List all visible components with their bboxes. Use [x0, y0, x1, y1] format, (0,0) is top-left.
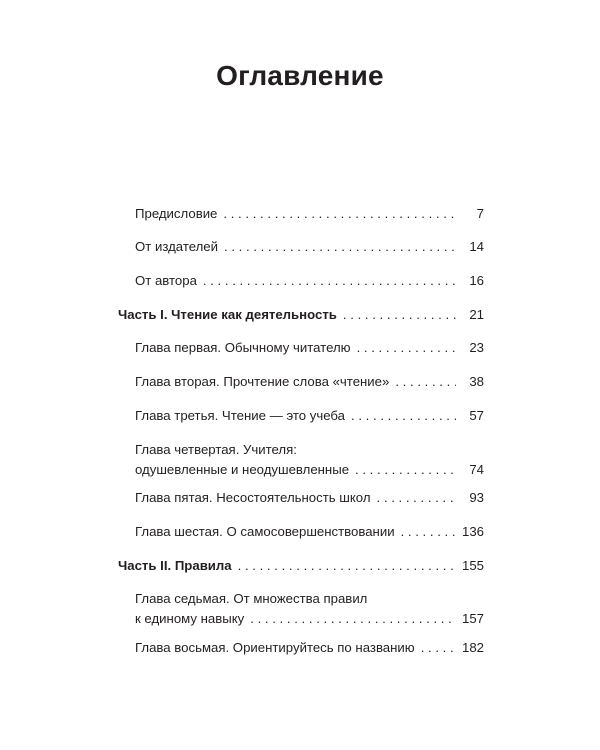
toc-page-number: 38 [469, 374, 484, 389]
dot-leader [401, 522, 456, 542]
dot-leader [224, 237, 456, 257]
dot-leader [203, 271, 456, 291]
toc-entry-chapter-3[interactable] [118, 406, 484, 426]
dot-leader [250, 609, 456, 629]
toc-entry-from-author[interactable] [118, 271, 484, 291]
page-title: Оглавление [216, 60, 384, 91]
toc-page-number: 136 [461, 524, 484, 539]
dot-leader [238, 556, 456, 576]
dot-leader [377, 488, 456, 508]
toc-entry-title: Глава восьмая. Ориентируйтесь по названию [135, 640, 415, 655]
toc-entry-chapter-5[interactable] [118, 488, 484, 508]
toc-page-number: 155 [461, 558, 484, 573]
toc-entry-from-publishers[interactable] [118, 237, 484, 257]
toc-entry-title-line1: Глава четвертая. Учителя: [135, 442, 297, 457]
dot-leader [395, 372, 456, 392]
toc-entry-chapter-8[interactable] [118, 638, 484, 658]
toc-entry-chapter-7[interactable] [118, 589, 484, 629]
toc-part-1[interactable] [118, 305, 484, 325]
toc-part-2[interactable] [118, 556, 484, 576]
toc-entry-title-line1: Глава седьмая. От множества правил [135, 591, 368, 606]
dot-leader [343, 305, 456, 325]
toc-page-number: 157 [461, 611, 484, 626]
toc-page-number: 7 [476, 206, 484, 221]
dot-leader [351, 406, 456, 426]
toc-entry-title: к единому навыку [135, 611, 245, 626]
toc-part-title: Часть II. Правила [118, 558, 232, 573]
toc-entry-title: одушевленные и неодушевленные [135, 462, 350, 477]
toc-entry-chapter-6[interactable] [118, 522, 484, 542]
toc-entry-title: Глава третья. Чтение — это учеба [135, 408, 346, 423]
toc-page-number: 21 [469, 307, 484, 322]
toc-entry-title: От издателей [135, 239, 219, 254]
toc-entry-title: От автора [135, 273, 197, 288]
toc-entry-title: Глава пятая. Несостоятельность школ [135, 490, 371, 505]
toc-entry-title: Глава шестая. О самосовершенствовании [135, 524, 395, 539]
toc-entry-chapter-4[interactable] [118, 440, 484, 480]
toc-page-number: 57 [469, 408, 484, 423]
toc-page-number: 14 [469, 239, 484, 254]
table-of-contents [118, 204, 484, 655]
toc-entry-preface[interactable] [118, 204, 484, 224]
toc-entry-chapter-1[interactable] [118, 338, 484, 358]
dot-leader [357, 338, 456, 358]
toc-page-number: 16 [469, 273, 484, 288]
dot-leader [223, 204, 456, 224]
toc-entry-title: Глава вторая. Прочтение слова «чтение» [135, 374, 390, 389]
toc-page-number: 23 [469, 340, 484, 355]
toc-page-number: 182 [461, 640, 484, 655]
dot-leader [355, 460, 456, 480]
toc-part-title: Часть I. Чтение как деятельность [118, 307, 337, 322]
toc-entry-chapter-2[interactable] [118, 372, 484, 392]
toc-entry-title: Предисловие [135, 206, 218, 221]
dot-leader [421, 638, 456, 658]
toc-entry-title: Глава первая. Обычному читателю [135, 340, 351, 355]
toc-page-number: 74 [469, 462, 484, 477]
toc-page-number: 93 [469, 490, 484, 505]
